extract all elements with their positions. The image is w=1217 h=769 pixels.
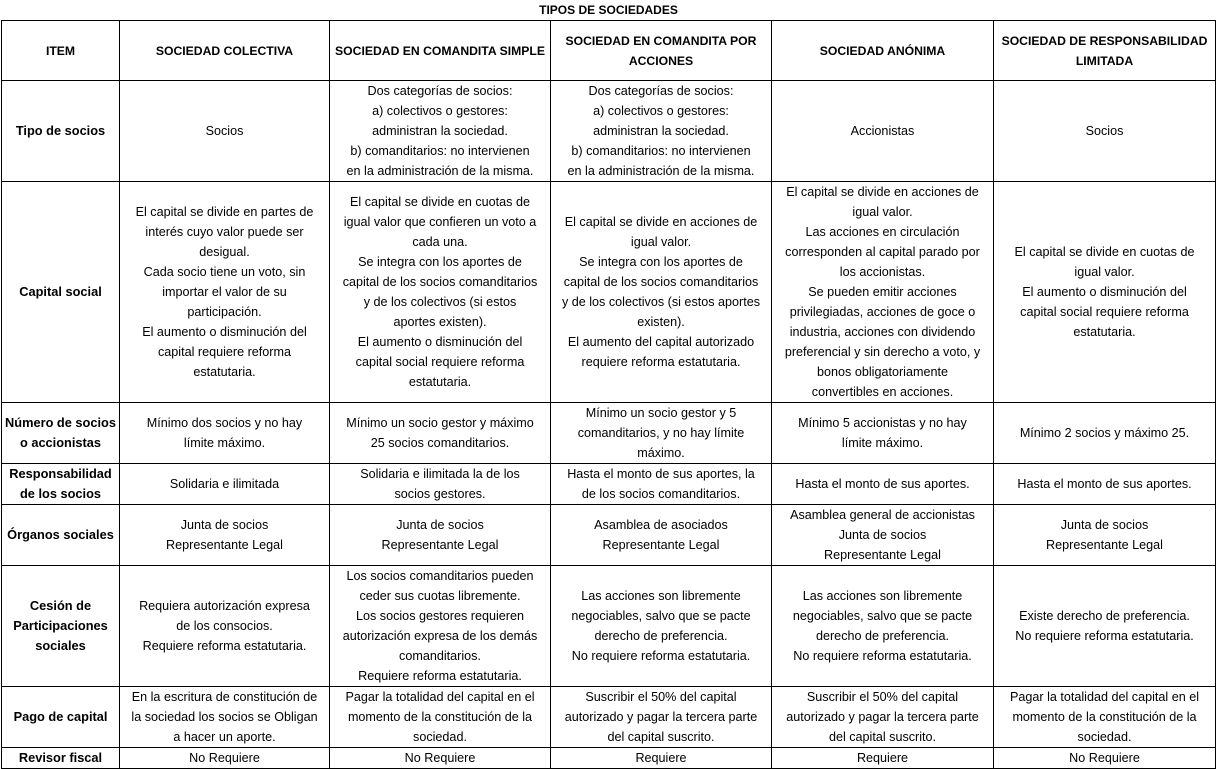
cell-line: El capital se divide en partes de bbox=[135, 205, 314, 219]
header-comandita-simple: SOCIEDAD EN COMANDITA SIMPLE bbox=[330, 21, 551, 81]
cell-line: estatutaria. bbox=[1073, 325, 1136, 339]
societies-table bbox=[1, 20, 1216, 769]
cell-responsabilidad-comandita-acciones bbox=[551, 464, 772, 505]
cell-line: a) colectivos o gestores: bbox=[372, 104, 508, 118]
cell-numero-de-socios-anonima bbox=[772, 403, 994, 464]
cell-line: convertibles en acciones. bbox=[811, 385, 954, 399]
cell-numero-de-socios-limitada bbox=[994, 403, 1216, 464]
cell-line: No Requiere bbox=[404, 751, 476, 765]
cell-line: aportes existen). bbox=[393, 315, 487, 329]
cell-line: Mínimo dos socios y no hay bbox=[146, 416, 303, 430]
cell-line: Suscribir el 50% del capital bbox=[806, 690, 959, 704]
cell-line: del capital suscrito. bbox=[607, 730, 715, 744]
row-organos-sociales bbox=[2, 505, 1216, 566]
cell-line: Junta de socios bbox=[396, 518, 484, 532]
row-revisor-fiscal bbox=[2, 748, 1216, 769]
row-responsabilidad bbox=[2, 464, 1216, 505]
cell-line: cada una. bbox=[412, 235, 468, 249]
cell-line: preferencial y sin derecho a voto, y bbox=[784, 345, 981, 359]
cell-revisor-fiscal-comandita-acciones bbox=[551, 748, 772, 769]
cell-line: administran la sociedad. bbox=[372, 124, 508, 138]
cell-line: estatutaria. bbox=[408, 375, 472, 389]
row-tipo-de-socios bbox=[2, 81, 1216, 182]
cell-line: autorizado y pagar la tercera parte bbox=[786, 710, 979, 724]
cell-line: socios gestores. bbox=[394, 487, 486, 501]
cell-line: capital social requiere reforma bbox=[1020, 305, 1189, 319]
header-colectiva: SOCIEDAD COLECTIVA bbox=[120, 21, 330, 81]
cell-line: máximo. bbox=[637, 446, 685, 460]
cell-line: requiere reforma estatutaria. bbox=[581, 355, 741, 369]
table-body bbox=[2, 81, 1216, 769]
row-pago-de-capital bbox=[2, 687, 1216, 748]
cell-line: Accionistas bbox=[850, 124, 915, 138]
row-label-cesion-participaciones: Cesión de Participaciones sociales bbox=[2, 566, 120, 687]
cell-line: Junta de socios bbox=[838, 528, 927, 542]
row-label-revisor-fiscal: Revisor fiscal bbox=[2, 748, 120, 769]
cell-organos-sociales-comandita-acciones bbox=[551, 505, 772, 566]
cell-line: El aumento o disminución del bbox=[142, 325, 307, 339]
cell-line: En la escritura de constitución de bbox=[131, 690, 318, 704]
cell-line: igual valor. bbox=[852, 205, 913, 219]
cell-line: Asamblea general de accionistas bbox=[790, 508, 975, 522]
header-anonima: SOCIEDAD ANÓNIMA bbox=[772, 21, 994, 81]
cell-line: autorizado y pagar la tercera parte bbox=[564, 710, 758, 724]
cell-line: corresponden al capital parado por bbox=[785, 245, 980, 259]
cell-responsabilidad-comandita-simple bbox=[330, 464, 551, 505]
cell-line: derecho de preferencia. bbox=[815, 629, 950, 643]
cell-line: y de los colectivos (si estos bbox=[363, 295, 517, 309]
cell-pago-de-capital-comandita-acciones bbox=[551, 687, 772, 748]
cell-line: en la administración de la misma. bbox=[567, 164, 755, 178]
cell-line: de los socios comanditarios. bbox=[581, 487, 741, 501]
cell-capital-social-limitada bbox=[994, 182, 1216, 403]
row-label-tipo-de-socios: Tipo de socios bbox=[2, 81, 120, 182]
cell-line: industria, acciones con dividendo bbox=[789, 325, 976, 339]
sheet-title: TIPOS DE SOCIEDADES bbox=[539, 3, 678, 17]
cell-line: Cada socio tiene un voto, sin bbox=[143, 265, 306, 279]
cell-line: 25 socios comanditarios. bbox=[370, 436, 510, 450]
cell-line: Existe derecho de preferencia. bbox=[1019, 609, 1190, 623]
cell-revisor-fiscal-colectiva bbox=[120, 748, 330, 769]
cell-line: Los socios gestores requieren bbox=[355, 609, 524, 623]
cell-line: Los socios comanditarios pueden bbox=[346, 569, 534, 583]
cell-line: Solidaria e ilimitada bbox=[169, 477, 280, 491]
cell-organos-sociales-limitada bbox=[994, 505, 1216, 566]
cell-pago-de-capital-limitada bbox=[994, 687, 1216, 748]
cell-line: b) comanditarios: no intervienen bbox=[571, 144, 751, 158]
cell-line: a hacer un aporte. bbox=[173, 730, 276, 744]
cell-cesion-participaciones-colectiva bbox=[120, 566, 330, 687]
cell-line: en la administración de la misma. bbox=[346, 164, 534, 178]
cell-line: El aumento o disminución del bbox=[357, 335, 523, 349]
cell-organos-sociales-colectiva bbox=[120, 505, 330, 566]
header-comandita-acciones: SOCIEDAD EN COMANDITA POR ACCIONES bbox=[551, 21, 772, 81]
cell-numero-de-socios-comandita-acciones bbox=[551, 403, 772, 464]
cell-line: El capital se divide en cuotas de bbox=[350, 195, 530, 209]
cell-line: El capital se divide en acciones de bbox=[786, 185, 979, 199]
cell-revisor-fiscal-anonima bbox=[772, 748, 994, 769]
cell-line: negociables, salvo que se pacte bbox=[571, 609, 751, 623]
cell-cesion-participaciones-anonima bbox=[772, 566, 994, 687]
cell-line: Requiera autorización expresa bbox=[139, 599, 310, 613]
cell-line: interés cuyo valor puede ser bbox=[145, 225, 304, 239]
cell-line: No Requiere bbox=[189, 751, 260, 765]
cell-pago-de-capital-anonima bbox=[772, 687, 994, 748]
cell-line: límite máximo. bbox=[183, 436, 266, 450]
cell-line: negociables, salvo que se pacte bbox=[792, 609, 973, 623]
cell-line: importar el valor de su bbox=[162, 285, 287, 299]
row-label-organos-sociales: Órganos sociales bbox=[2, 505, 120, 566]
header-row bbox=[2, 21, 1216, 81]
cell-line: Pagar la totalidad del capital en el bbox=[1009, 690, 1200, 704]
cell-tipo-de-socios-comandita-acciones bbox=[551, 81, 772, 182]
cell-line: Dos categorías de socios: bbox=[367, 84, 513, 98]
cell-line: existen). bbox=[637, 315, 685, 329]
cell-line: igual valor. bbox=[1074, 265, 1135, 279]
cell-line: límite máximo. bbox=[841, 436, 924, 450]
cell-line: Representante Legal bbox=[602, 538, 720, 552]
cell-line: igual valor. bbox=[630, 235, 692, 249]
cell-line: participación. bbox=[187, 305, 262, 319]
cell-line: Las acciones en circulación bbox=[805, 225, 960, 239]
cell-line: igual valor que confieren un voto a bbox=[343, 215, 537, 229]
cell-line: Las acciones son libremente bbox=[802, 589, 963, 603]
cell-line: Socios bbox=[1085, 124, 1124, 138]
cell-line: Se integra con los aportes de bbox=[579, 255, 743, 269]
cell-line: No requiere reforma estatutaria. bbox=[793, 649, 972, 663]
cell-line: administran la sociedad. bbox=[593, 124, 729, 138]
cell-line: No requiere reforma estatutaria. bbox=[571, 649, 751, 663]
cell-line: No Requiere bbox=[1069, 751, 1140, 765]
cell-tipo-de-socios-limitada bbox=[994, 81, 1216, 182]
cell-line: Representante Legal bbox=[1046, 538, 1163, 552]
cell-line: El aumento o disminución del bbox=[1022, 285, 1187, 299]
cell-line: Requiere reforma estatutaria. bbox=[358, 669, 522, 683]
cell-line: Representante Legal bbox=[381, 538, 499, 552]
cell-line: desigual. bbox=[199, 245, 250, 259]
cell-line: Hasta el monto de sus aportes. bbox=[1017, 477, 1192, 491]
cell-line: privilegiadas, acciones de goce o bbox=[789, 305, 976, 319]
cell-line: Solidaria e ilimitada la de los bbox=[360, 467, 520, 481]
cell-line: Dos categorías de socios: bbox=[588, 84, 734, 98]
cell-cesion-participaciones-comandita-acciones bbox=[551, 566, 772, 687]
cell-line: Hasta el monto de sus aportes, la bbox=[567, 467, 755, 481]
cell-responsabilidad-anonima bbox=[772, 464, 994, 505]
cell-capital-social-colectiva bbox=[120, 182, 330, 403]
cell-numero-de-socios-comandita-simple bbox=[330, 403, 551, 464]
cell-responsabilidad-colectiva bbox=[120, 464, 330, 505]
cell-line: capital social requiere reforma bbox=[355, 355, 525, 369]
cell-line: El aumento del capital autorizado bbox=[567, 335, 755, 349]
cell-line: El capital se divide en cuotas de bbox=[1014, 245, 1195, 259]
row-label-capital-social: Capital social bbox=[2, 182, 120, 403]
cell-line: autorización expresa de los demás bbox=[342, 629, 538, 643]
cell-line: capital de los socios comanditarios bbox=[563, 275, 759, 289]
cell-line: del capital suscrito. bbox=[828, 730, 937, 744]
cell-line: El capital se divide en acciones de bbox=[564, 215, 758, 229]
cell-line: b) comanditarios: no intervienen bbox=[350, 144, 530, 158]
cell-line: sociedad. bbox=[1077, 730, 1132, 744]
cell-revisor-fiscal-limitada bbox=[994, 748, 1216, 769]
cell-line: Representante Legal bbox=[824, 548, 941, 562]
cell-line: Requiere reforma estatutaria. bbox=[142, 639, 307, 653]
cell-line: capital requiere reforma bbox=[158, 345, 291, 359]
cell-revisor-fiscal-comandita-simple bbox=[330, 748, 551, 769]
cell-line: No requiere reforma estatutaria. bbox=[1015, 629, 1194, 643]
cell-line: Junta de socios bbox=[1060, 518, 1149, 532]
cell-tipo-de-socios-comandita-simple bbox=[330, 81, 551, 182]
row-label-numero-de-socios: Número de socios o accionistas bbox=[2, 403, 120, 464]
cell-line: Mínimo un socio gestor y 5 bbox=[585, 406, 737, 420]
cell-organos-sociales-comandita-simple bbox=[330, 505, 551, 566]
cell-line: los accionistas. bbox=[839, 265, 926, 279]
cell-capital-social-comandita-acciones bbox=[551, 182, 772, 403]
cell-line: sociedad. bbox=[413, 730, 467, 744]
cell-capital-social-anonima bbox=[772, 182, 994, 403]
row-capital-social bbox=[2, 182, 1216, 403]
cell-line: Mínimo 2 socios y máximo 25. bbox=[1019, 426, 1190, 440]
cell-line: y de los colectivos (si estos aportes bbox=[561, 295, 761, 309]
cell-line: Requiere bbox=[856, 751, 909, 765]
cell-numero-de-socios-colectiva bbox=[120, 403, 330, 464]
row-cesion-participaciones bbox=[2, 566, 1216, 687]
cell-line: Se pueden emitir acciones bbox=[808, 285, 957, 299]
cell-line: Hasta el monto de sus aportes. bbox=[795, 477, 970, 491]
cell-line: momento de la constitución de la bbox=[1012, 710, 1197, 724]
cell-line: Pagar la totalidad del capital en el bbox=[345, 690, 535, 704]
row-label-responsabilidad: Responsabilidad de los socios bbox=[2, 464, 120, 505]
cell-line: Las acciones son libremente bbox=[581, 589, 741, 603]
cell-pago-de-capital-colectiva bbox=[120, 687, 330, 748]
cell-line: comanditarios, y no hay límite bbox=[577, 426, 745, 440]
cell-line: la sociedad los socios se Obligan bbox=[131, 710, 318, 724]
cell-line: derecho de preferencia. bbox=[594, 629, 728, 643]
cell-line: Suscribir el 50% del capital bbox=[585, 690, 737, 704]
cell-line: bonos obligatoriamente bbox=[817, 365, 948, 379]
cell-tipo-de-socios-anonima bbox=[772, 81, 994, 182]
row-label-pago-de-capital: Pago de capital bbox=[2, 687, 120, 748]
cell-line: momento de la constitución de la bbox=[347, 710, 533, 724]
cell-line: Socios bbox=[205, 124, 244, 138]
cell-cesion-participaciones-limitada bbox=[994, 566, 1216, 687]
cell-line: Asamblea de asociados bbox=[594, 518, 728, 532]
cell-line: ceder sus cuotas libremente. bbox=[359, 589, 521, 603]
cell-line: comanditarios. bbox=[399, 649, 481, 663]
cell-line: Junta de socios bbox=[180, 518, 269, 532]
row-numero-de-socios bbox=[2, 403, 1216, 464]
cell-line: capital de los socios comanditarios bbox=[342, 275, 538, 289]
cell-line: Requiere bbox=[635, 751, 687, 765]
cell-line: de los consocios. bbox=[176, 619, 273, 633]
cell-line: a) colectivos o gestores: bbox=[593, 104, 729, 118]
cell-line: Representante Legal bbox=[166, 538, 283, 552]
header-limitada: SOCIEDAD DE RESPONSABILIDAD LIMITADA bbox=[994, 21, 1216, 81]
cell-capital-social-comandita-simple bbox=[330, 182, 551, 403]
cell-line: Mínimo un socio gestor y máximo bbox=[346, 416, 534, 430]
cell-line: Se integra con los aportes de bbox=[358, 255, 522, 269]
cell-line: Mínimo 5 accionistas y no hay bbox=[798, 416, 967, 430]
header-item: ITEM bbox=[2, 21, 120, 81]
cell-responsabilidad-limitada bbox=[994, 464, 1216, 505]
cell-tipo-de-socios-colectiva bbox=[120, 81, 330, 182]
cell-organos-sociales-anonima bbox=[772, 505, 994, 566]
cell-pago-de-capital-comandita-simple bbox=[330, 687, 551, 748]
cell-cesion-participaciones-comandita-simple bbox=[330, 566, 551, 687]
cell-line: estatutaria. bbox=[193, 365, 256, 379]
